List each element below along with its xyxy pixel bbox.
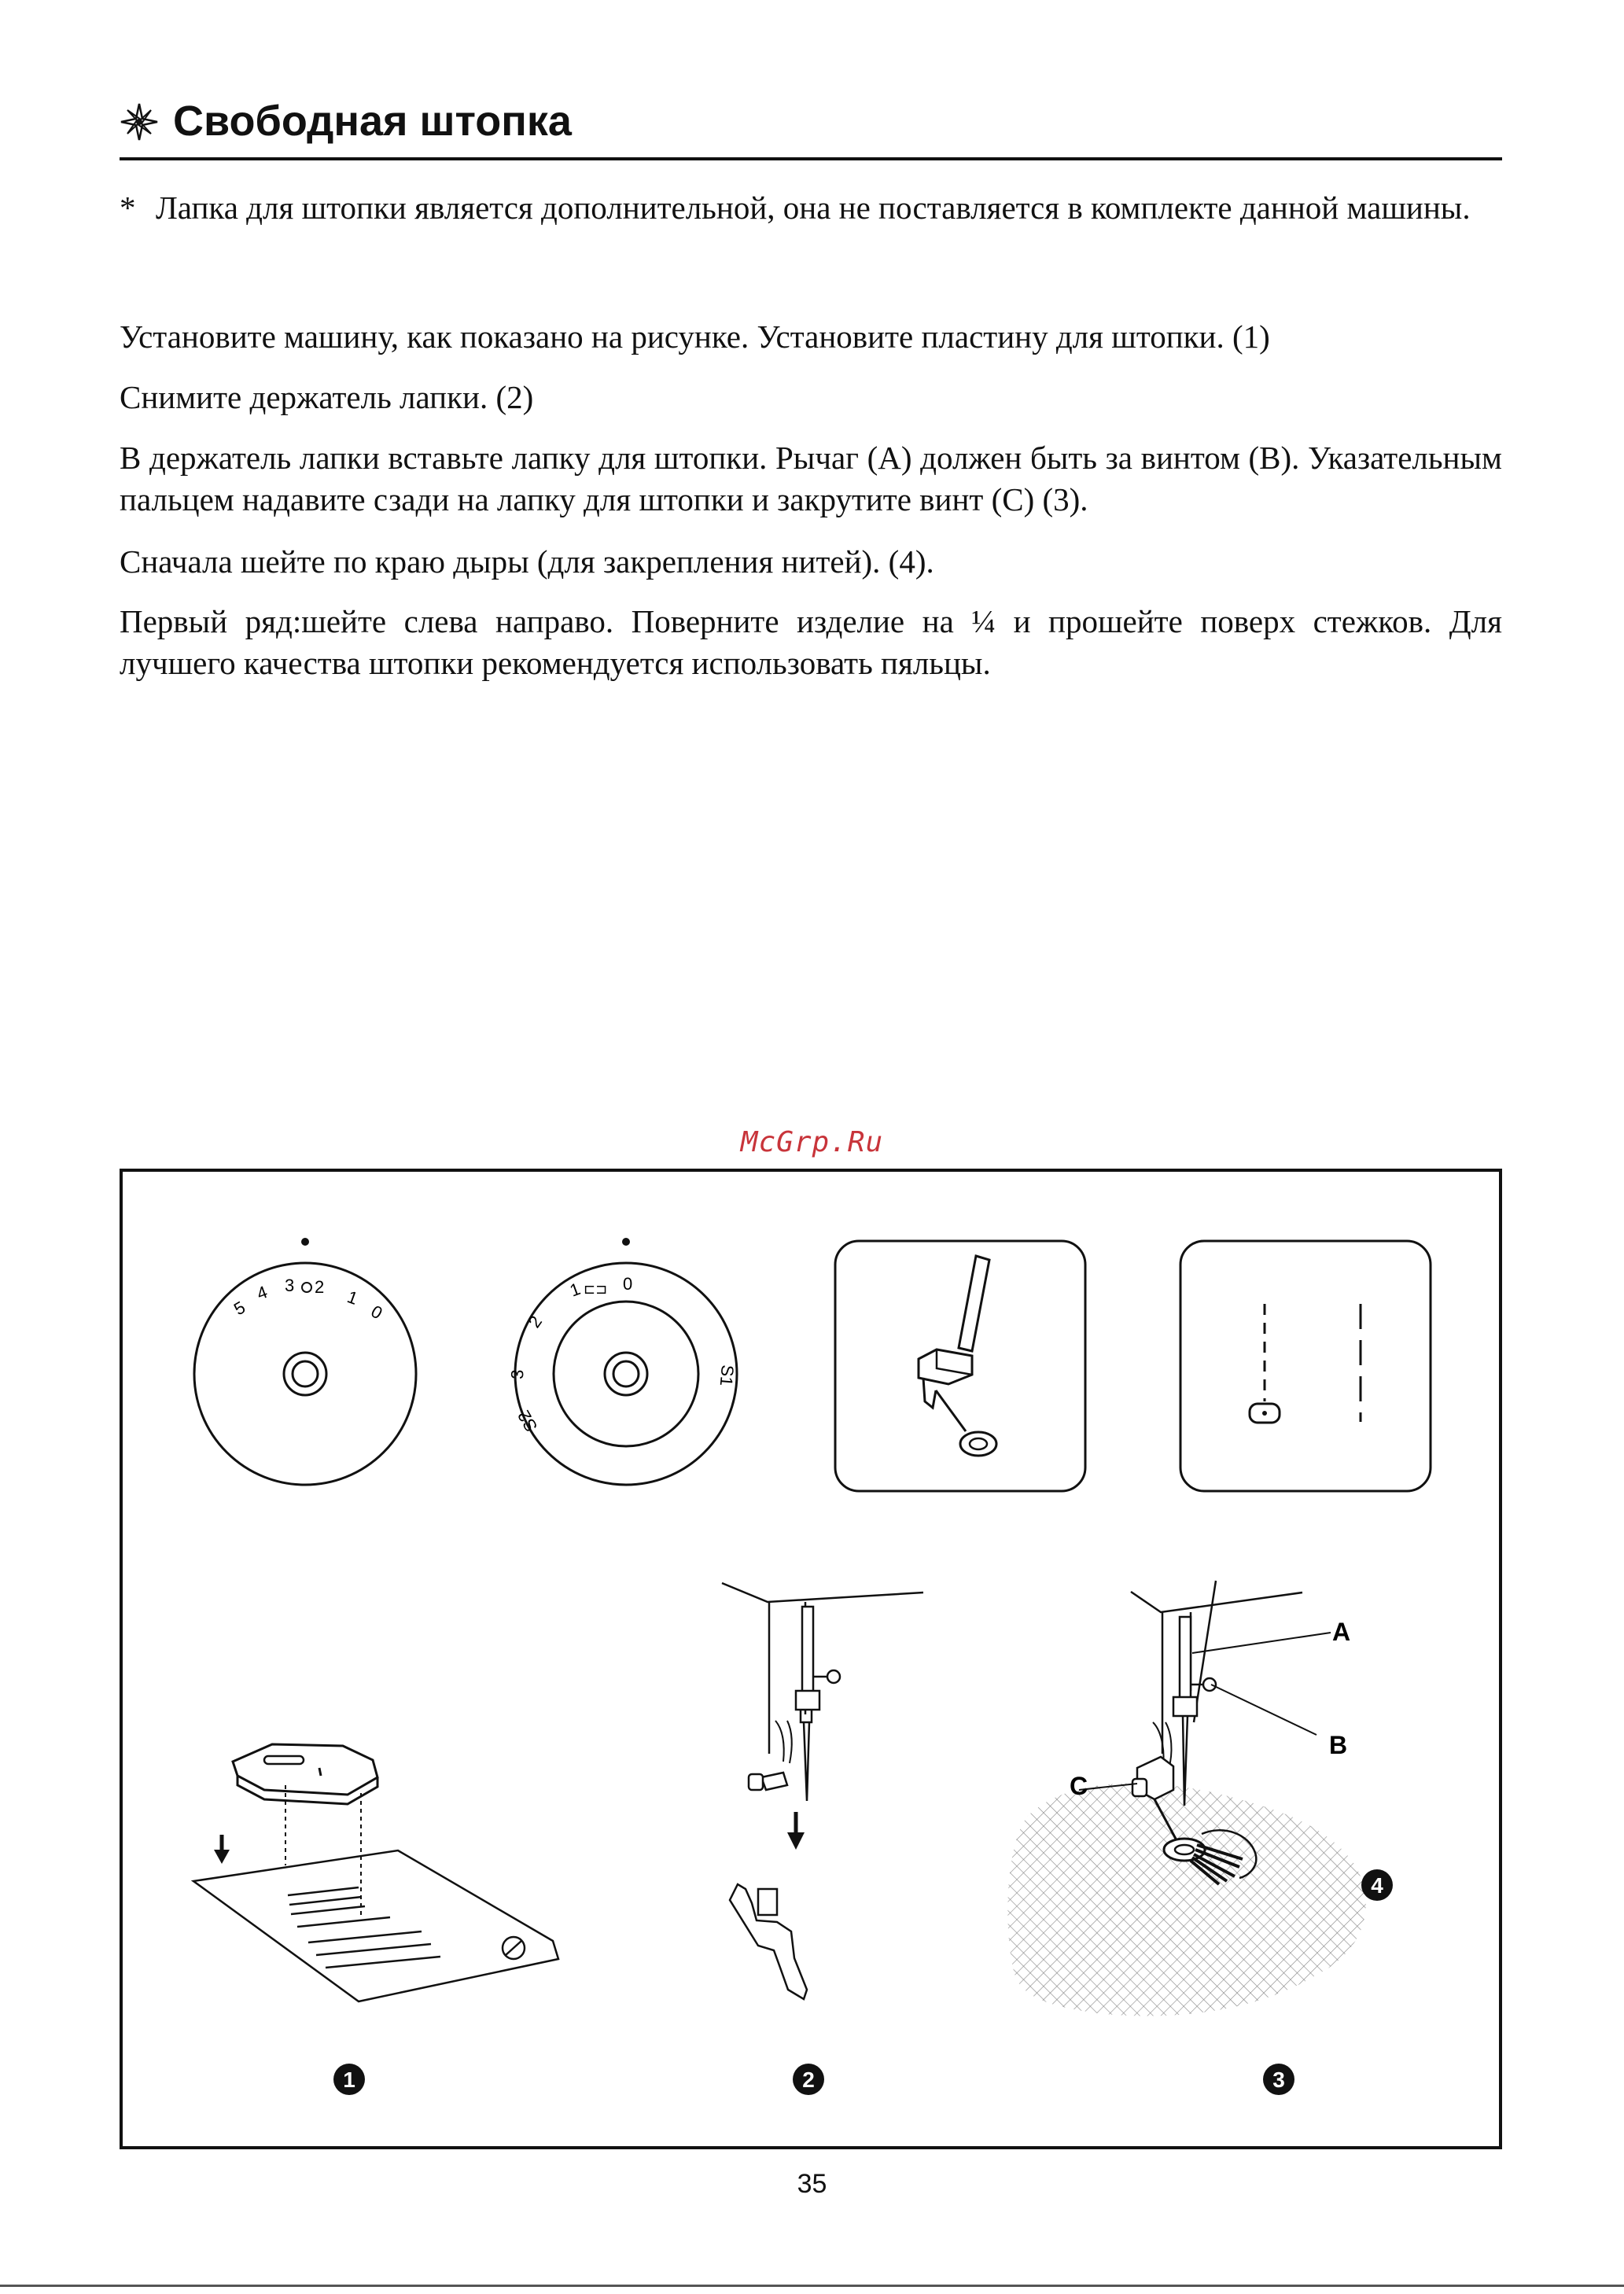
dial2-number: 1 <box>567 1279 584 1301</box>
label-a: A <box>1332 1618 1351 1646</box>
label-b: B <box>1329 1731 1348 1759</box>
instruction-figure <box>120 1169 1502 2149</box>
dial1-number: 2 <box>315 1277 325 1297</box>
install-darning-foot-illustration <box>1007 1581 1365 2016</box>
instruction-paragraph: Сначала шейте по краю дыры (для закрепления нитей). (4). <box>120 543 934 580</box>
dial1-number: 3 <box>285 1276 295 1295</box>
note-text: Лапка для штопки является дополнительной, она не поставляется в комплекте данной машины. <box>156 190 1471 226</box>
page-title: Свободная штопка <box>173 98 572 145</box>
dial1-number: 4 <box>254 1282 271 1304</box>
dial2-number: 0 <box>623 1274 633 1294</box>
remove-foot-illustration <box>722 1583 923 1999</box>
stitch-pattern-panel <box>1180 1241 1431 1491</box>
dial2-number: S1 <box>716 1364 738 1387</box>
darning-plate-illustration <box>193 1744 558 2001</box>
step-marker-2 <box>793 2064 824 2095</box>
section-header <box>120 93 1502 160</box>
note-marker: * <box>120 190 136 226</box>
stitch-length-dial <box>194 1238 416 1485</box>
darning-foot-panel <box>835 1241 1085 1491</box>
dial2-number: S2 <box>514 1407 542 1435</box>
compass-star-icon <box>120 102 159 142</box>
dial2-number: 2 <box>524 1312 547 1331</box>
step-number: 4 <box>1371 1873 1383 1898</box>
instruction-paragraph: Первый ряд:шейте слева направо. Поверните изделие на ¼ и прошейте поверх стежков. Для лучшего качества штопки рекомендуется использовать пяльцы. <box>120 603 1502 681</box>
step-number: 3 <box>1272 2068 1285 2092</box>
dial2-number: 3 <box>507 1369 528 1380</box>
step-marker-3 <box>1263 2064 1294 2095</box>
dial1-number: 0 <box>367 1301 386 1324</box>
bottom-rule <box>0 2285 1624 2287</box>
step-marker-4 <box>1361 1869 1393 1901</box>
instruction-paragraph: В держатель лапки вставьте лапку для штопки. Рычаг (A) должен быть за винтом (B). Указательным пальцем надавите сзади на лапку для штопки и закрутите винт (C) (3). <box>120 440 1502 517</box>
figure-illustration <box>123 1172 1499 2146</box>
label-c: C <box>1070 1772 1088 1800</box>
step-marker-1 <box>333 2064 365 2095</box>
watermark: McGrp.Ru <box>740 1126 884 1158</box>
pattern-selector-dial <box>507 1238 738 1485</box>
step-number: 1 <box>343 2068 355 2092</box>
instruction-paragraph: Установите машину, как показано на рисунке. Установите пластину для штопки. (1) <box>120 319 1270 355</box>
dial1-number: 1 <box>344 1287 361 1309</box>
dial1-number: 5 <box>230 1297 249 1320</box>
step-number: 2 <box>802 2068 815 2092</box>
instruction-paragraph: Снимите держатель лапки. (2) <box>120 379 534 415</box>
dial2-pattern-mark: ⊏⊐ <box>584 1281 608 1297</box>
page-number: 35 <box>797 2169 827 2199</box>
